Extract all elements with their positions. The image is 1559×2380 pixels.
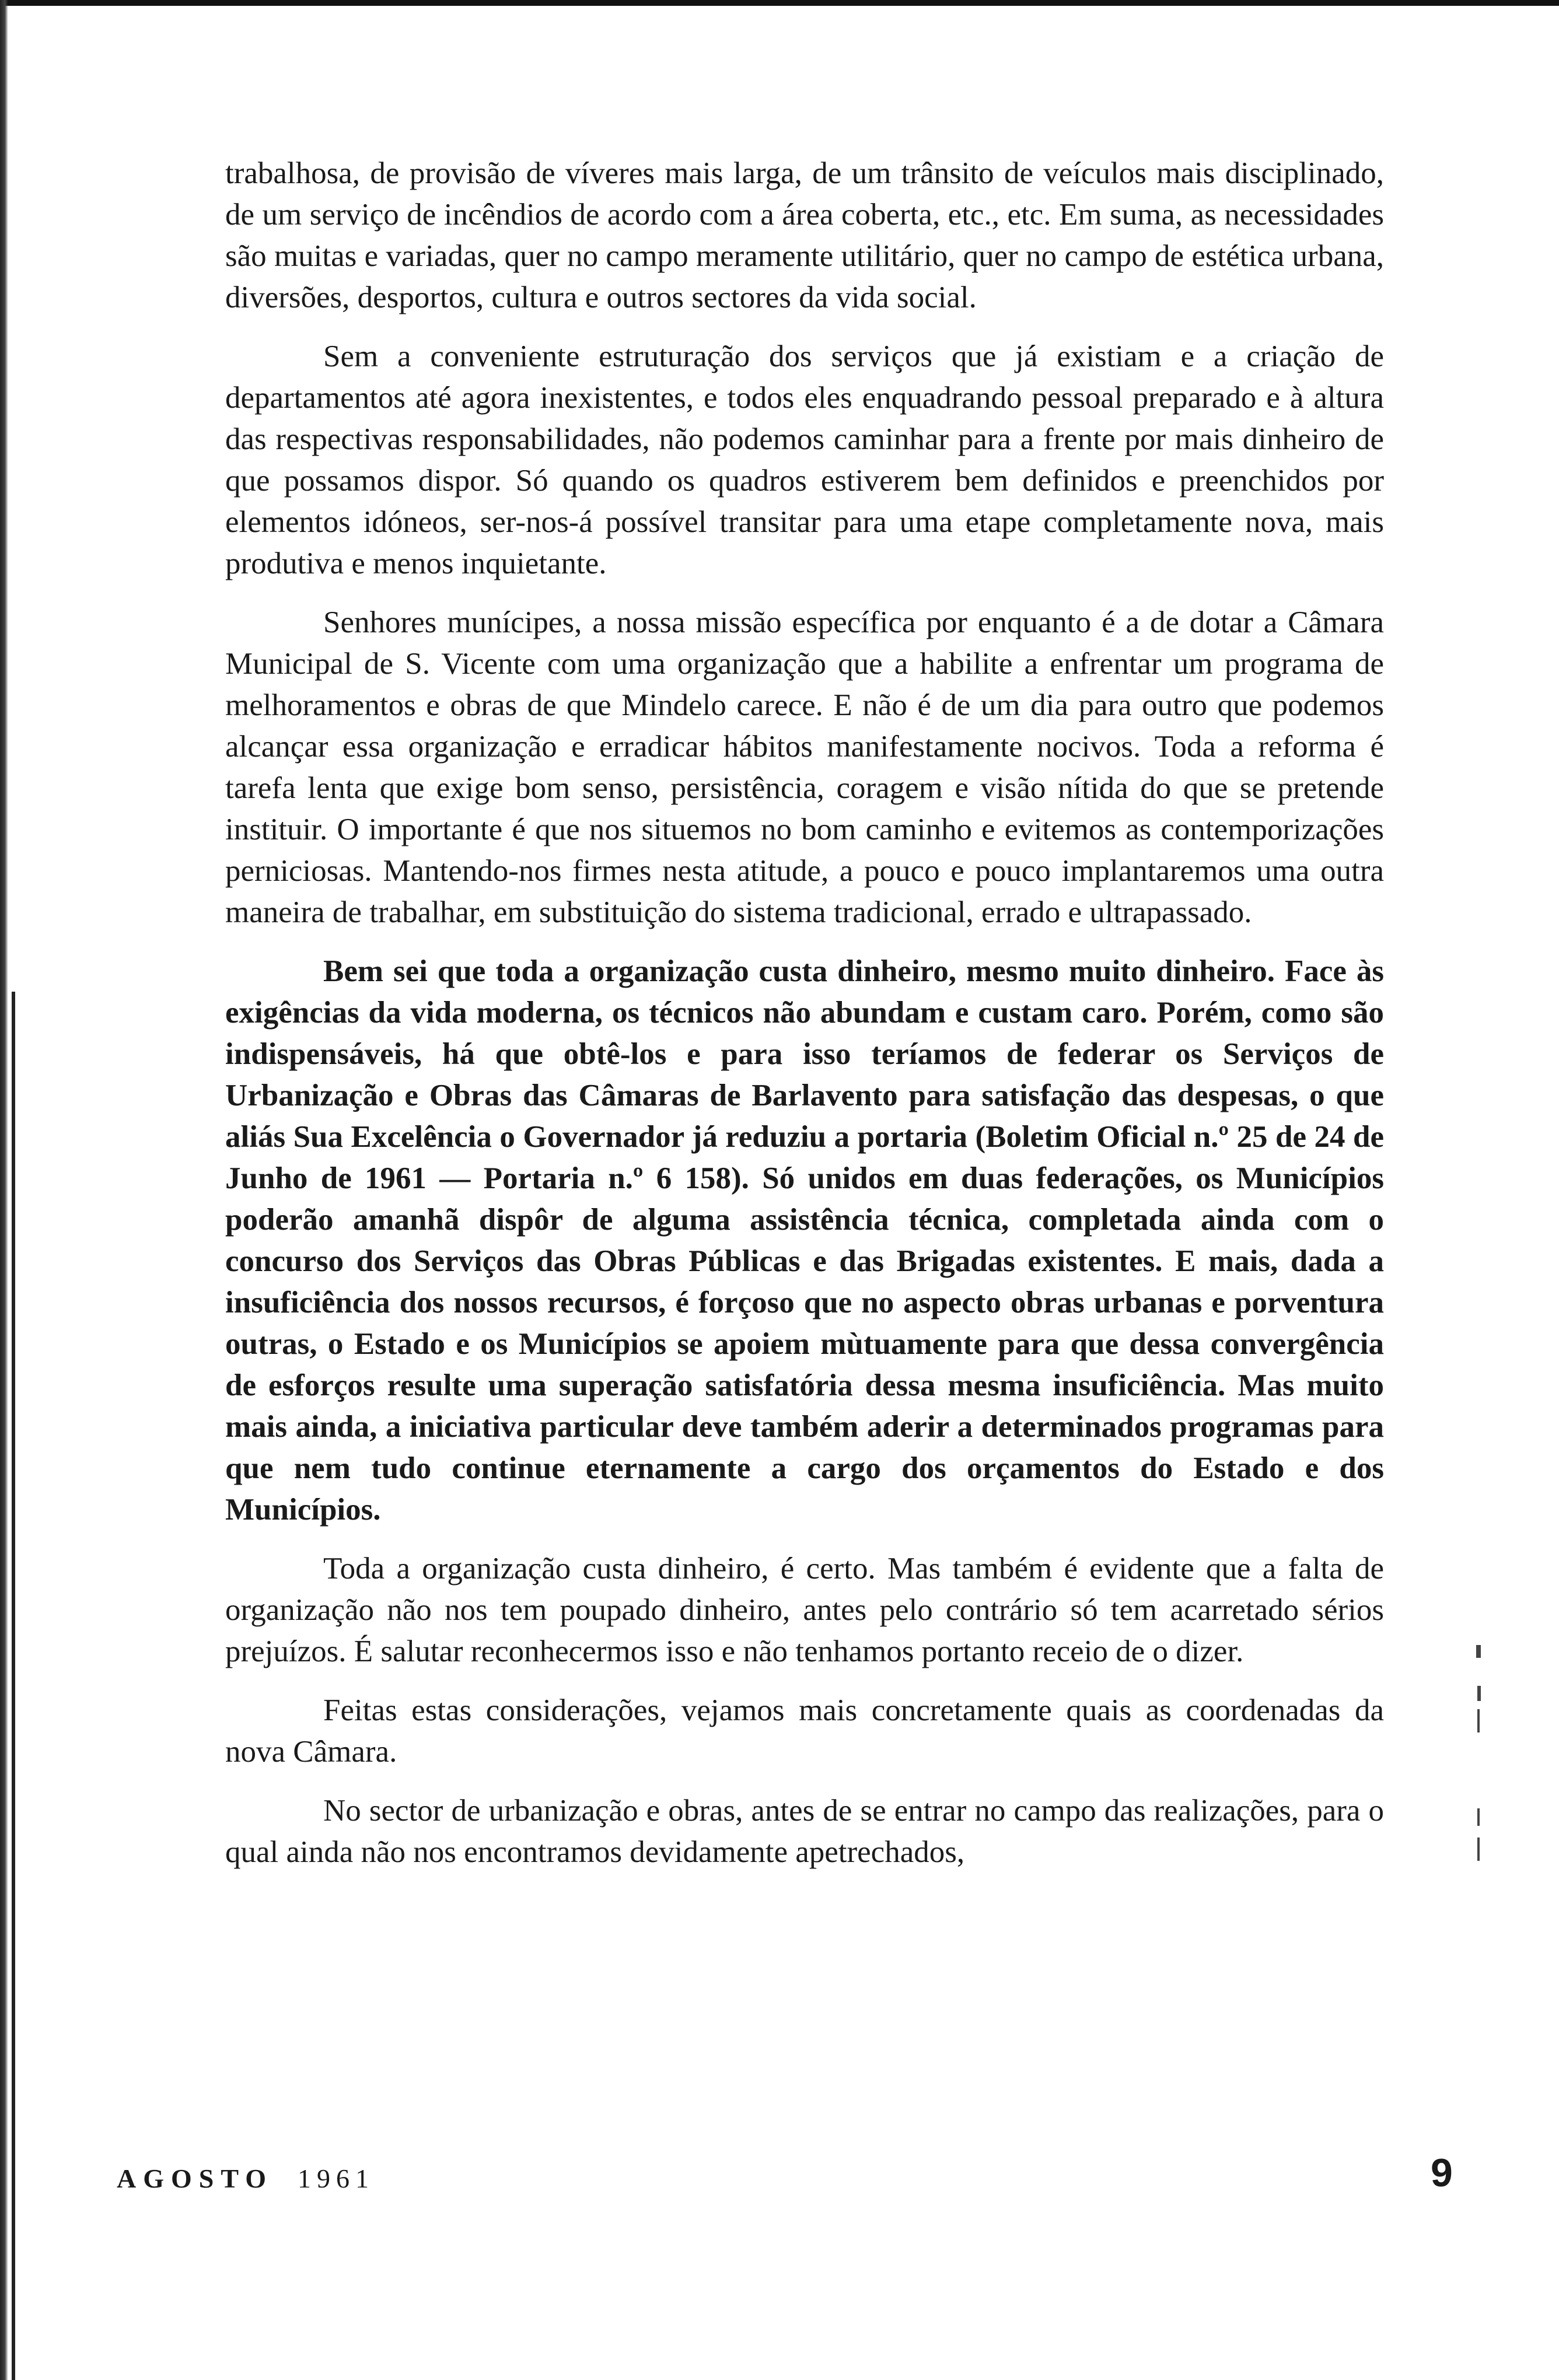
- scan-binding-shadow: [12, 992, 15, 2380]
- paragraph-6: Feitas estas considerações, vejamos mais concretamente quais as coordenadas da nova Câmara.: [225, 1693, 1384, 1769]
- body-text: [225, 153, 1384, 1891]
- paragraph-2: Sem a conveniente estruturação dos serviços que já existiam e a criação de departamentos até agora inexistentes, e todos eles enquadrando pessoal preparado e à altura das respectivas responsabilidades, não podemos caminhar para a frente por mais dinheiro de que possamos dispor. Só quando os quadros estiverem bem definidos e preenchidos por elementos idóneos, ser-nos-á possível transitar para uma etape completamente nova, mais produtiva e menos inquietante.: [225, 340, 1384, 580]
- paragraph-1: trabalhosa, de provisão de víveres mais larga, de um trânsito de veículos mais disciplinado, de um serviço de incêndios de acordo com a área coberta, etc., etc. Em suma, as necessidades são muitas e variadas, quer no campo meramente utilitário, quer no campo de estética urbana, diversões, desportos, cultura e outros sectores da vida social.: [225, 156, 1384, 314]
- paragraph-5: Toda a organização custa dinheiro, é certo. Mas também é evidente que a falta de organização não nos tem poupado dinheiro, antes pelo contrário só tem acarretado sérios prejuízos. É salutar reconhecermos isso e não tenhamos portanto receio de o dizer.: [225, 1552, 1384, 1668]
- scan-specks: [1466, 1645, 1489, 1890]
- paragraph-4: Bem sei que toda a organização custa dinheiro, mesmo muito dinheiro. Face às exigências da vida moderna, os técnicos não abundam e custam caro. Porém, como são indispensáveis, há que obtê-los e para isso teríamos de federar os Serviços de Urbanização e Obras das Câmaras de Barlavento para satisfação das despesas, o que aliás Sua Excelência o Governador já reduziu a portaria (Boletim Oficial n.º 25 de 24 de Junho de 1961 — Portaria n.º 6 158). Só unidos em duas federações, os Municípios poderão amanhã dispôr de alguma assistência técnica, completada ainda com o concurso dos Serviços das Obras Públicas e das Brigadas existentes. E mais, dada a insuficiência dos nossos recursos, é forçoso que no aspecto obras urbanas e porventura outras, o Estado e os Municípios se apoiem mùtuamente para que dessa convergência de esforços resulte uma superação satisfatória dessa mesma insuficiência. Mas muito mais ainda, a iniciativa particular deve também aderir a determinados programas para que nem tudo continue eternamente a cargo dos orçamentos do Estado e dos Municípios.: [225, 954, 1384, 1527]
- footer-date: [117, 2163, 375, 2194]
- paragraph-3: Senhores munícipes, a nossa missão específica por enquanto é a de dotar a Câmara Municipal de S. Vicente com uma organização que a habilite a enfrentar um programa de melhoramentos e obras de que Mindelo carece. E não é de um dia para outro que podemos alcançar essa organização e erradicar hábitos manifestamente nocivos. Toda a reforma é tarefa lenta que exige bom senso, persistência, coragem e visão nítida do que se pretende instituir. O importante é que nos situemos no bom caminho e evitemos as contemporizações perniciosas. Mantendo-nos firmes nesta atitude, a pouco e pouco implantaremos uma outra maneira de trabalhar, em substituição do sistema tradicional, errado e ultrapassado.: [225, 606, 1384, 929]
- scan-left-edge: [0, 0, 8, 2380]
- paragraph-7: No sector de urbanização e obras, antes de se entrar no campo das realizações, para o qual ainda não nos encontramos devidamente apetrechados,: [225, 1794, 1384, 1869]
- footer-month: AGOSTO: [117, 2164, 273, 2193]
- scan-top-border: [0, 0, 1559, 6]
- page-number: 9: [1431, 2151, 1453, 2195]
- footer-year: 1961: [298, 2164, 375, 2193]
